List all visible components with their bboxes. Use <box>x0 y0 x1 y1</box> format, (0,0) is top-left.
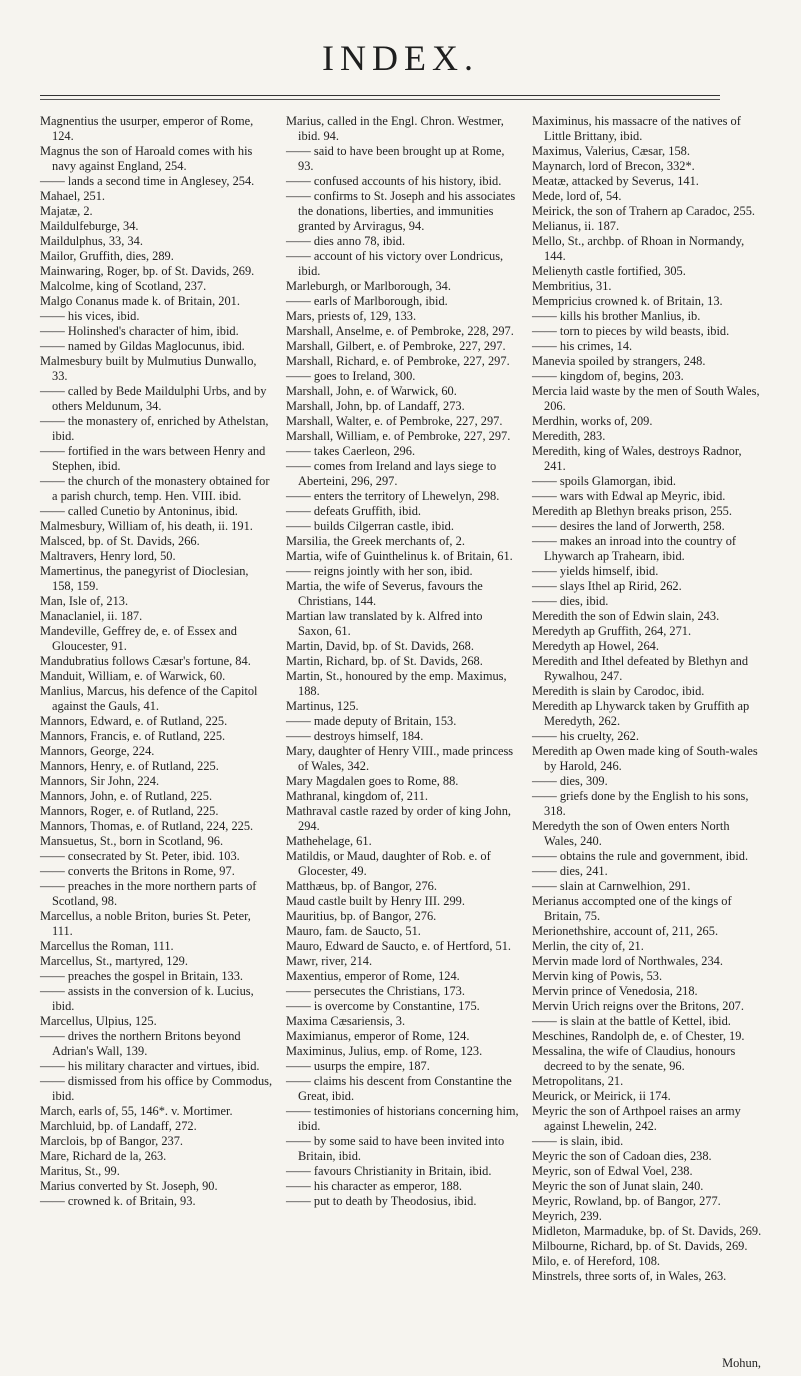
index-entry: —— the church of the monastery obtained for a parish church, temp. Hen. VIII. ibid. <box>40 474 270 503</box>
index-entry: Meirick, the son of Trahern ap Caradoc, 255. <box>532 204 755 218</box>
index-entry: Martin, Richard, bp. of St. Davids, 268. <box>286 654 483 668</box>
index-column-2 <box>286 114 519 1209</box>
index-entry: Malsced, bp. of St. Davids, 266. <box>40 534 200 548</box>
index-entry: —— said to have been brought up at Rome, 93. <box>286 144 505 173</box>
index-entry: Marshall, Anselme, e. of Pembroke, 228, 297. <box>286 324 514 338</box>
index-entry: Meatæ, attacked by Severus, 141. <box>532 174 699 188</box>
index-entry: Maud castle built by Henry III. 299. <box>286 894 465 908</box>
index-entry: Maximus, Valerius, Cæsar, 158. <box>532 144 690 158</box>
index-entry: Marcellus, a noble Briton, buries St. Peter, 111. <box>40 909 251 938</box>
index-entry: Marcellus, Ulpius, 125. <box>40 1014 157 1028</box>
index-entry: —— crowned k. of Britain, 93. <box>40 1194 196 1208</box>
index-entry: Meyrich, 239. <box>532 1209 602 1223</box>
index-entry: Matildis, or Maud, daughter of Rob. e. of Glocester, 49. <box>286 849 491 878</box>
index-entry: Marcellus the Roman, 111. <box>40 939 174 953</box>
index-entry: —— dies, 241. <box>532 864 608 878</box>
index-entry: Mathehelage, 61. <box>286 834 372 848</box>
index-entry: Majatæ, 2. <box>40 204 93 218</box>
index-entry: Meredith, king of Wales, destroys Radnor, 241. <box>532 444 742 473</box>
index-entry: Mervin Urich reigns over the Britons, 207. <box>532 999 744 1013</box>
index-entry: —— is overcome by Constantine, 175. <box>286 999 480 1013</box>
index-entry: —— slain at Carnwelhion, 291. <box>532 879 691 893</box>
index-entry: Mannors, Sir John, 224. <box>40 774 160 788</box>
index-entry: Marsilia, the Greek merchants of, 2. <box>286 534 465 548</box>
index-entry: —— kills his brother Manlius, ib. <box>532 309 701 323</box>
index-column-1 <box>40 114 273 1209</box>
index-entry: Martin, St., honoured by the emp. Maximus, 188. <box>286 669 507 698</box>
index-entry: Mathraval castle razed by order of king John, 294. <box>286 804 512 833</box>
index-entry: Mervin king of Powis, 53. <box>532 969 663 983</box>
index-entry: —— called by Bede Maildulphi Urbs, and by others Meldunum, 34. <box>40 384 267 413</box>
index-entry: Mannors, George, 224. <box>40 744 155 758</box>
index-entry: Mede, lord of, 54. <box>532 189 622 203</box>
index-entry: Mannors, Edward, e. of Rutland, 225. <box>40 714 228 728</box>
index-entry: Maximianus, emperor of Rome, 124. <box>286 1029 470 1043</box>
index-entry: Mary, daughter of Henry VIII., made princess of Wales, 342. <box>286 744 514 773</box>
index-entry: Mempricius crowned k. of Britain, 13. <box>532 294 723 308</box>
index-entry: Mervin prince of Venedosia, 218. <box>532 984 698 998</box>
index-entry: Maltravers, Henry lord, 50. <box>40 549 176 563</box>
index-entry: Meyric the son of Junat slain, 240. <box>532 1179 704 1193</box>
index-entry: —— dies anno 78, ibid. <box>286 234 406 248</box>
index-entry: —— his vices, ibid. <box>40 309 140 323</box>
index-entry: Meredyth ap Gruffith, 264, 271. <box>532 624 692 638</box>
index-entry: —— enters the territory of Lhewelyn, 298. <box>286 489 500 503</box>
index-entry: —— his character as emperor, 188. <box>286 1179 463 1193</box>
index-entry: Meredyth ap Howel, 264. <box>532 639 659 653</box>
index-entry: —— preaches in the more northern parts of Scotland, 98. <box>40 879 257 908</box>
index-entry: —— confused accounts of his history, ibid. <box>286 174 502 188</box>
index-entry: Mailor, Gruffith, dies, 289. <box>40 249 174 263</box>
index-entry: Martinus, 125. <box>286 699 359 713</box>
index-entry: Merdhin, works of, 209. <box>532 414 653 428</box>
index-entry: Martia, the wife of Severus, favours the Christians, 144. <box>286 579 483 608</box>
index-entry: Maximinus, Julius, emp. of Rome, 123. <box>286 1044 483 1058</box>
index-entry: —— dismissed from his office by Commodus, ibid. <box>40 1074 273 1103</box>
index-entry: —— builds Cilgerran castle, ibid. <box>286 519 454 533</box>
index-entry: —— yields himself, ibid. <box>532 564 659 578</box>
index-entry: Mello, St., archbp. of Rhoan in Normandy, 144. <box>532 234 745 263</box>
index-entry: Mannors, Henry, e. of Rutland, 225. <box>40 759 219 773</box>
index-entry: Marleburgh, or Marlborough, 34. <box>286 279 451 293</box>
index-entry: Maynarch, lord of Brecon, 332*. <box>532 159 695 173</box>
index-entry: Mannors, Thomas, e. of Rutland, 224, 225. <box>40 819 254 833</box>
index-entry: —— earls of Marlborough, ibid. <box>286 294 448 308</box>
index-entry: —— by some said to have been invited into Britain, ibid. <box>286 1134 505 1163</box>
index-entry: —— persecutes the Christians, 173. <box>286 984 465 998</box>
index-entry: Mathranal, kingdom of, 211. <box>286 789 429 803</box>
index-entry: —— usurps the empire, 187. <box>286 1059 430 1073</box>
index-entry: —— lands a second time in Anglesey, 254. <box>40 174 255 188</box>
index-entry: —— his crimes, 14. <box>532 339 633 353</box>
index-entry: Marshall, William, e. of Pembroke, 227, 297. <box>286 429 511 443</box>
index-entry: —— obtains the rule and government, ibid. <box>532 849 749 863</box>
index-entry: Mary Magdalen goes to Rome, 88. <box>286 774 459 788</box>
index-entry: —— confirms to St. Joseph and his associates the donations, liberties, and immunities granted by Arviragus, 94. <box>286 189 516 233</box>
index-entry: Marshall, John, e. of Warwick, 60. <box>286 384 457 398</box>
index-entry: —— the monastery of, enriched by Athelstan, ibid. <box>40 414 269 443</box>
index-entry: Meyric, Rowland, bp. of Bangor, 277. <box>532 1194 721 1208</box>
index-entry: Marius converted by St. Joseph, 90. <box>40 1179 218 1193</box>
index-entry: Man, Isle of, 213. <box>40 594 129 608</box>
index-entry: Minstrels, three sorts of, in Wales, 263. <box>532 1269 727 1283</box>
catchword: Mohun, <box>722 1356 761 1370</box>
index-entry: —— preaches the gospel in Britain, 133. <box>40 969 244 983</box>
index-entry: Manduit, William, e. of Warwick, 60. <box>40 669 226 683</box>
index-entry: Maritus, St., 99. <box>40 1164 120 1178</box>
index-entry: —— defeats Gruffith, ibid. <box>286 504 422 518</box>
index-entry: Meredith ap Owen made king of South-wales by Harold, 246. <box>532 744 758 773</box>
index-entry: Meredith the son of Edwin slain, 243. <box>532 609 720 623</box>
index-entry: Malmesbury built by Mulmutius Dunwallo, 33. <box>40 354 257 383</box>
index-entry: Meredith ap Blethyn breaks prison, 255. <box>532 504 732 518</box>
index-entry: Marcellus, St., martyred, 129. <box>40 954 188 968</box>
index-entry: Magnentius the usurper, emperor of Rome, 124. <box>40 114 254 143</box>
index-entry: Mamertinus, the panegyrist of Dioclesian, 158, 159. <box>40 564 249 593</box>
index-entry: Manaclaniel, ii. 187. <box>40 609 143 623</box>
index-entry: Meyric, son of Edwal Voel, 238. <box>532 1164 693 1178</box>
index-entry: Meyric the son of Arthpoel raises an army against Lhewelin, 242. <box>532 1104 741 1133</box>
index-entry: Mauritius, bp. of Bangor, 276. <box>286 909 437 923</box>
page-title: INDEX. <box>322 38 479 78</box>
index-entry: Mannors, John, e. of Rutland, 225. <box>40 789 213 803</box>
index-entry: Meyric the son of Cadoan dies, 238. <box>532 1149 712 1163</box>
index-entry: Mauro, Edward de Saucto, e. of Hertford, 51. <box>286 939 512 953</box>
index-entry: —— claims his descent from Constantine the Great, ibid. <box>286 1074 512 1103</box>
index-entry: —— favours Christianity in Britain, ibid. <box>286 1164 492 1178</box>
index-entry: —— made deputy of Britain, 153. <box>286 714 457 728</box>
index-entry: Meredyth the son of Owen enters North Wales, 240. <box>532 819 730 848</box>
index-entry: Manevia spoiled by strangers, 248. <box>532 354 706 368</box>
index-entry: —— dies, ibid. <box>532 594 609 608</box>
index-entry: Matthæus, bp. of Bangor, 276. <box>286 879 437 893</box>
index-entry: —— torn to pieces by wild beasts, ibid. <box>532 324 730 338</box>
index-entry: —— fortified in the wars between Henry and Stephen, ibid. <box>40 444 266 473</box>
index-entry: Marchluid, bp. of Landaff, 272. <box>40 1119 197 1133</box>
index-entry: Magnus the son of Haroald comes with his navy against England, 254. <box>40 144 253 173</box>
index-entry: Marshall, Gilbert, e. of Pembroke, 227, 297. <box>286 339 506 353</box>
index-entry: Meurick, or Meirick, ii 174. <box>532 1089 671 1103</box>
index-entry: —— testimonies of historians concerning him, ibid. <box>286 1104 519 1133</box>
index-entry: —— goes to Ireland, 300. <box>286 369 416 383</box>
index-entry: Maximinus, his massacre of the natives of Little Brittany, ibid. <box>532 114 741 143</box>
index-entry: —— desires the land of Jorwerth, 258. <box>532 519 725 533</box>
index-entry: —— makes an inroad into the country of Lhywarch ap Trahearn, ibid. <box>532 534 737 563</box>
index-entry: Mandubratius follows Cæsar's fortune, 84. <box>40 654 251 668</box>
index-entry: Mare, Richard de la, 263. <box>40 1149 167 1163</box>
index-entry: Meredith ap Lhywarck taken by Gruffith ap Meredyth, 262. <box>532 699 750 728</box>
index-entry: —— account of his victory over Londricus, ibid. <box>286 249 504 278</box>
index-entry: Mandeville, Geffrey de, e. of Essex and Gloucester, 91. <box>40 624 237 653</box>
index-entry: March, earls of, 55, 146*. v. Mortimer. <box>40 1104 233 1118</box>
index-entry: —— is slain, ibid. <box>532 1134 624 1148</box>
index-entry: Messalina, the wife of Claudius, honours decreed to by the senate, 96. <box>532 1044 736 1073</box>
index-entry: Midleton, Marmaduke, bp. of St. Davids, 269. <box>532 1224 762 1238</box>
index-entry: —— spoils Glamorgan, ibid. <box>532 474 676 488</box>
index-entry: —— called Cunetio by Antoninus, ibid. <box>40 504 238 518</box>
index-entry: Marshall, John, bp. of Landaff, 273. <box>286 399 465 413</box>
index-entry: —— named by Gildas Maglocunus, ibid. <box>40 339 245 353</box>
index-entry: —— consecrated by St. Peter, ibid. 103. <box>40 849 240 863</box>
index-entry: Marshall, Richard, e. of Pembroke, 227, 297. <box>286 354 510 368</box>
index-entry: Merianus accompted one of the kings of Britain, 75. <box>532 894 732 923</box>
index-entry: Malcolme, king of Scotland, 237. <box>40 279 207 293</box>
index-entry: Membritius, 31. <box>532 279 612 293</box>
index-entry: —— wars with Edwal ap Meyric, ibid. <box>532 489 726 503</box>
index-entry: Maxentius, emperor of Rome, 124. <box>286 969 460 983</box>
index-entry: Merionethshire, account of, 211, 265. <box>532 924 719 938</box>
index-entry: Manlius, Marcus, his defence of the Capitol against the Gauls, 41. <box>40 684 258 713</box>
index-entry: Mannors, Francis, e. of Rutland, 225. <box>40 729 226 743</box>
index-entry: —— dies, 309. <box>532 774 608 788</box>
index-entry: —— Holinshed's character of him, ibid. <box>40 324 239 338</box>
index-entry: —— comes from Ireland and lays siege to Aberteini, 296, 297. <box>286 459 497 488</box>
index-entry: Marius, called in the Engl. Chron. Westmer, ibid. 94. <box>286 114 504 143</box>
index-entry: Marclois, bp of Bangor, 237. <box>40 1134 184 1148</box>
index-entry: Mervin made lord of Northwales, 234. <box>532 954 723 968</box>
index-entry: —— is slain at the battle of Kettel, ibid. <box>532 1014 731 1028</box>
index-entry: —— assists in the conversion of k. Lucius, ibid. <box>40 984 254 1013</box>
index-entry: —— destroys himself, 184. <box>286 729 424 743</box>
index-entry: Mainwaring, Roger, bp. of St. Davids, 269. <box>40 264 255 278</box>
index-entry: Meredith is slain by Carodoc, ibid. <box>532 684 705 698</box>
index-entry: Mawr, river, 214. <box>286 954 373 968</box>
index-entry: —— converts the Britons in Rome, 97. <box>40 864 235 878</box>
index-entry: —— put to death by Theodosius, ibid. <box>286 1194 477 1208</box>
index-entry: Martin, David, bp. of St. Davids, 268. <box>286 639 474 653</box>
index-entry: Martian law translated by k. Alfred into Saxon, 61. <box>286 609 483 638</box>
index-entry: Mannors, Roger, e. of Rutland, 225. <box>40 804 219 818</box>
index-entry: Meredith, 283. <box>532 429 606 443</box>
index-entry: Mahael, 251. <box>40 189 106 203</box>
index-entry: Milo, e. of Hereford, 108. <box>532 1254 661 1268</box>
index-entry: Maxima Cæsariensis, 3. <box>286 1014 406 1028</box>
index-entry: Martia, wife of Guinthelinus k. of Britain, 61. <box>286 549 513 563</box>
index-entry: —— griefs done by the English to his sons, 318. <box>532 789 749 818</box>
index-entry: Malmesbury, William of, his death, ii. 191. <box>40 519 253 533</box>
index-entry: Mercia laid waste by the men of South Wales, 206. <box>532 384 760 413</box>
index-entry: Maildulphus, 33, 34. <box>40 234 143 248</box>
index-entry: —— reigns jointly with her son, ibid. <box>286 564 473 578</box>
header-rule-top <box>40 95 720 96</box>
index-entry: —— his cruelty, 262. <box>532 729 639 743</box>
header-rule-bottom <box>40 99 720 100</box>
index-column-3 <box>532 114 765 1284</box>
index-entry: Maildulfeburge, 34. <box>40 219 139 233</box>
index-entry: —— drives the northern Britons beyond Adrian's Wall, 139. <box>40 1029 241 1058</box>
index-entry: Merlin, the city of, 21. <box>532 939 644 953</box>
index-entry: Meredith and Ithel defeated by Blethyn and Rywalhou, 247. <box>532 654 749 683</box>
index-entry: —— takes Caerleon, 296. <box>286 444 416 458</box>
index-entry: Mansuetus, St., born in Scotland, 96. <box>40 834 224 848</box>
index-entry: Melianus, ii. 187. <box>532 219 620 233</box>
index-entry: Mauro, fam. de Saucto, 51. <box>286 924 421 938</box>
index-entry: Metropolitans, 21. <box>532 1074 624 1088</box>
index-entry: Mars, priests of, 129, 133. <box>286 309 417 323</box>
index-entry: Milbourne, Richard, bp. of St. Davids, 269. <box>532 1239 748 1253</box>
index-entry: Marshall, Walter, e. of Pembroke, 227, 297. <box>286 414 503 428</box>
index-entry: —— kingdom of, begins, 203. <box>532 369 684 383</box>
index-entry: —— his military character and virtues, ibid. <box>40 1059 260 1073</box>
index-entry: Meschines, Randolph de, e. of Chester, 19. <box>532 1029 745 1043</box>
index-entry: Melienyth castle fortified, 305. <box>532 264 686 278</box>
index-entry: Malgo Conanus made k. of Britain, 201. <box>40 294 240 308</box>
index-entry: —— slays Ithel ap Ririd, 262. <box>532 579 682 593</box>
